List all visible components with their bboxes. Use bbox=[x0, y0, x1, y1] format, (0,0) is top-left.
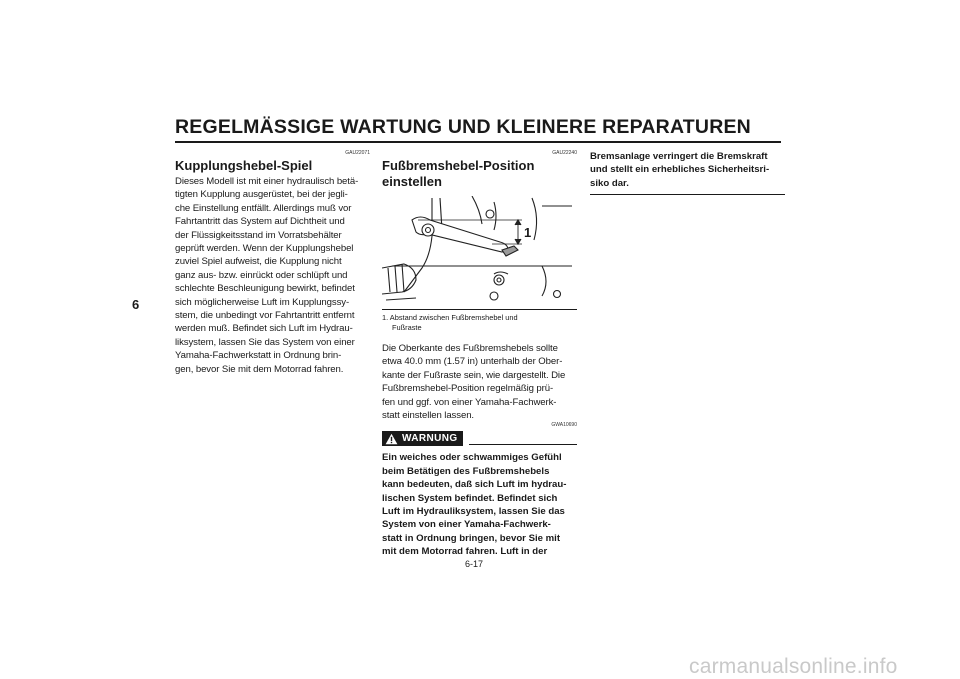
figure-callout-label: 1 bbox=[524, 225, 532, 240]
body-line: schlechte Beschleunigung bewirkt, befindet bbox=[175, 283, 355, 295]
column-warning-continuation bbox=[590, 150, 785, 195]
body-line: der Flüssigkeitsstand im Vorratsbehälter bbox=[175, 229, 342, 241]
warning-line: statt in Ordnung bringen, bevor Sie mit bbox=[382, 532, 561, 544]
warning-line: kann bedeuten, daß sich Luft im hydrau- bbox=[382, 479, 567, 491]
warning-line: beim Betätigen des Fußbremshebels bbox=[382, 465, 550, 477]
watermark: carmanualsonline.info bbox=[689, 655, 898, 678]
body-line: tigten Kupplung ausgerüstet, bei der jegli- bbox=[175, 189, 348, 201]
section-body-kupplung bbox=[175, 175, 370, 376]
body-line: sich möglicherweise Luft im Kupplungssy- bbox=[175, 296, 350, 308]
body-line: Dieses Modell ist mit einer hydraulisch betä- bbox=[175, 176, 359, 187]
warning-line: Luft im Hydrauliksystem, lassen Sie das bbox=[382, 506, 565, 518]
body-line: werden muß. Befindet sich Luft im Hydrau- bbox=[175, 323, 353, 335]
warning-label: WARNUNG bbox=[402, 433, 458, 445]
warning-continuation bbox=[590, 150, 785, 195]
warning-line: und stellt ein erhebliches Sicherheitsri- bbox=[590, 164, 770, 176]
warning-line: Ein weiches oder schwammiges Gefühl bbox=[382, 452, 562, 464]
warning-header bbox=[382, 431, 577, 446]
warning-line: mit dem Motorrad fahren. Luft in der bbox=[382, 546, 548, 558]
body-line: che Einstellung entfällt. Allerdings muß vor bbox=[175, 202, 352, 214]
body-line: etwa 40.0 mm (1.57 in) unterhalb der Ober- bbox=[382, 356, 563, 368]
header-rule bbox=[175, 141, 781, 143]
section-title-line: einstellen bbox=[382, 174, 442, 189]
warning-line: lischen System befindet. Befindet sich bbox=[382, 492, 558, 504]
warning-line: Bremsanlage verringert die Bremskraft bbox=[590, 151, 768, 162]
column-fussbremshebel bbox=[382, 150, 577, 559]
figure-rule bbox=[382, 309, 577, 310]
body-line: gen, bevor Sie mit dem Motorrad fahren. bbox=[175, 363, 344, 375]
section-body-fussbremshebel bbox=[382, 342, 577, 422]
brake-pedal-drawing bbox=[382, 196, 577, 309]
column-kupplung bbox=[175, 150, 370, 376]
body-line: fen und ggf. von einer Yamaha-Fachwerk- bbox=[382, 396, 557, 408]
section-code: GAU22071 bbox=[345, 150, 370, 156]
warning-triangle-icon bbox=[385, 433, 398, 445]
warning-rule bbox=[469, 444, 577, 445]
page-header-title: REGELMÄSSIGE WARTUNG UND KLEINERE REPARATUREN bbox=[175, 116, 751, 138]
figure-caption bbox=[382, 313, 577, 333]
warning-line: siko dar. bbox=[590, 177, 785, 195]
body-line: zuviel Spiel aufweist, die Kupplung nicht bbox=[175, 256, 342, 268]
body-line: geprüft werden. Wenn der Kupplungshebel bbox=[175, 243, 354, 255]
body-line: kante der Fußraste sein, wie dargestellt. Die bbox=[382, 369, 566, 381]
section-code: GAU22240 bbox=[552, 150, 577, 156]
body-line: Die Oberkante des Fußbremshebels sollte bbox=[382, 343, 558, 354]
brake-pedal-illustration bbox=[382, 196, 577, 309]
spacer bbox=[382, 333, 577, 342]
section-title-kupplungshebel: Kupplungshebel-Spiel bbox=[175, 158, 313, 173]
warning-code: GWA10690 bbox=[551, 422, 577, 429]
body-line: Fahrtantritt das System auf Dichtheit und bbox=[175, 216, 345, 228]
chapter-tab: 6 bbox=[132, 297, 140, 312]
warning-body bbox=[382, 451, 577, 558]
caption-line: 1. Abstand zwischen Fußbremshebel und bbox=[382, 313, 518, 322]
body-line: liksystem, lassen Sie das System von einer bbox=[175, 336, 355, 348]
body-line: Fußbremshebel-Position regelmäßig prü- bbox=[382, 383, 554, 395]
section-title-fussbremshebel bbox=[382, 158, 577, 190]
warning-badge bbox=[382, 431, 463, 446]
body-line: ganz aus- bzw. einrückt oder schlüpft und bbox=[175, 269, 348, 281]
caption-line: Fußraste bbox=[392, 323, 422, 332]
body-line: Yamaha-Fachwerkstatt in Ordnung brin- bbox=[175, 350, 342, 362]
page-number: 6-17 bbox=[465, 559, 484, 569]
body-line: stem, die unbedingt vor Fahrtantritt entfernt bbox=[175, 310, 355, 322]
section-title-line: Fußbremshebel-Position bbox=[382, 158, 535, 173]
warning-line: System von einer Yamaha-Fachwerk- bbox=[382, 519, 551, 531]
body-line: statt einstellen lassen. bbox=[382, 410, 474, 422]
